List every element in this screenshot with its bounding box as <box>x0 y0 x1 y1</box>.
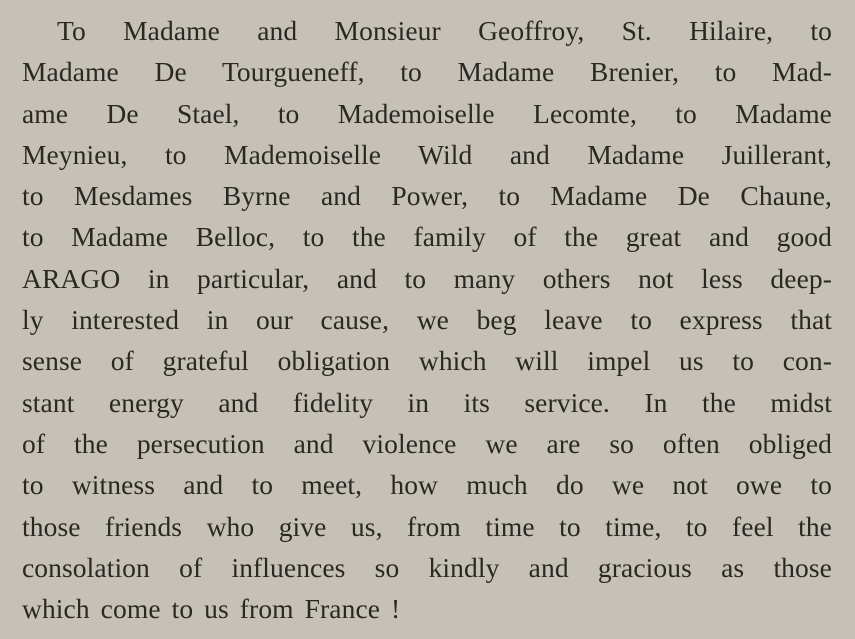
text-line: those friends who give us, from time to time, to feel the <box>22 510 832 542</box>
body-paragraph <box>22 10 832 629</box>
text-line: of the persecution and violence we are so often obliged <box>22 427 832 459</box>
text-line: ame De Stael, to Mademoiselle Lecomte, to Madame <box>22 97 832 129</box>
text-line: stant energy and fidelity in its service. In the midst <box>22 386 832 418</box>
text-line: to Madame Belloc, to the family of the great and good <box>22 221 832 253</box>
text-line: ARAGO in particular, and to many others not less deep- <box>22 262 832 294</box>
text-line: ly interested in our cause, we beg leave to express that <box>22 304 832 336</box>
text-line: Meynieu, to Mademoiselle Wild and Madame Juillerant, <box>22 138 832 170</box>
text-line: to witness and to meet, how much do we not owe to <box>22 469 832 501</box>
text-line: To Madame and Monsieur Geoffroy, St. Hilaire, to <box>57 15 832 46</box>
text-line: sense of grateful obligation which will impel us to con- <box>22 345 832 377</box>
text-line: to Mesdames Byrne and Power, to Madame De Chaune, <box>22 180 832 212</box>
text-line: which come to us from France ! <box>22 593 401 625</box>
text-line: Madame De Tourgueneff, to Madame Brenier, to Mad- <box>22 56 832 88</box>
text-line: consolation of influences so kindly and gracious as those <box>22 551 832 583</box>
